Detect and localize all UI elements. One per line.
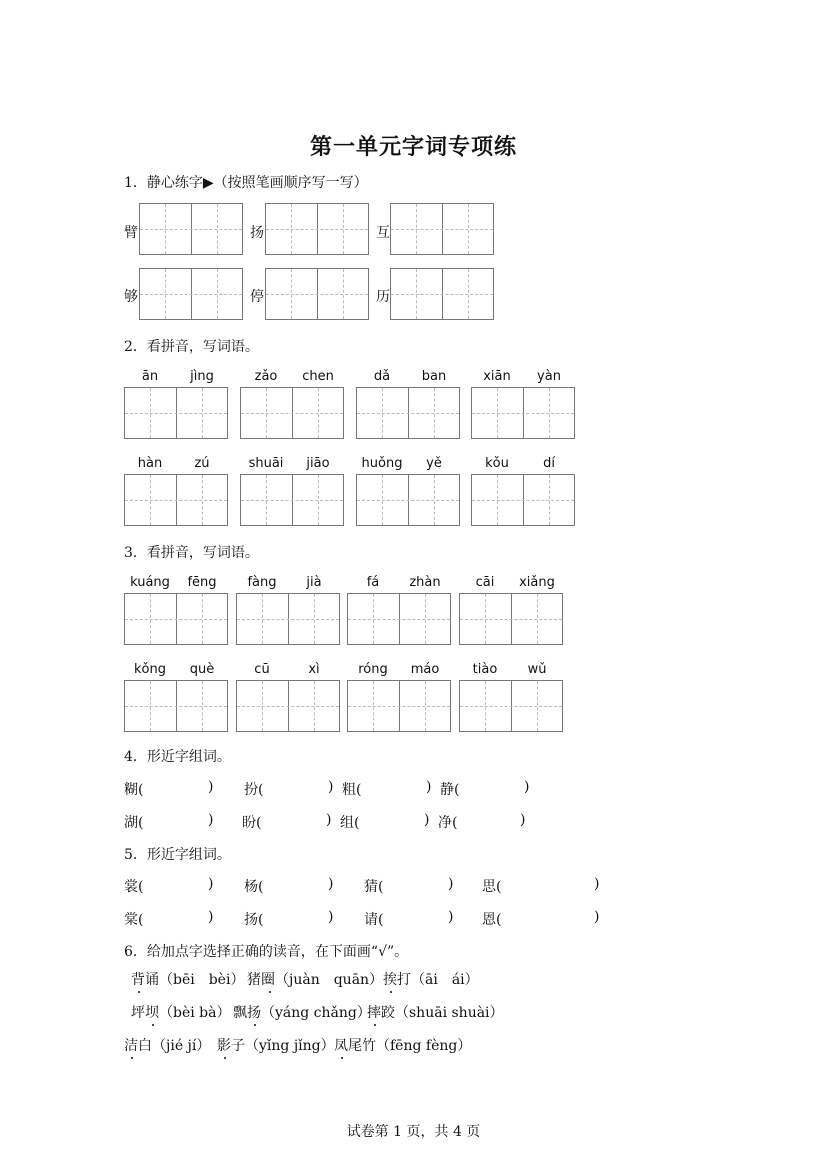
word-prompt: 粗( [342, 782, 362, 798]
writing-grid[interactable] [240, 387, 344, 439]
writing-grid[interactable] [390, 203, 494, 255]
word-prompt: 湖( [124, 815, 144, 831]
writing-grid[interactable] [240, 474, 344, 526]
pronunciation-choice[interactable]: 挨打（āi ái） [383, 972, 479, 988]
paren-close: ) [208, 909, 214, 925]
word-prompt: 思( [482, 879, 502, 895]
pinyin: jià [306, 575, 322, 590]
paren-close: ) [208, 779, 214, 795]
writing-grid[interactable] [471, 474, 575, 526]
pinyin: jìng [190, 369, 214, 384]
pinyin: kǒu [485, 456, 509, 471]
practice-char: 停 [250, 289, 264, 305]
paren-close: ) [208, 812, 214, 828]
pinyin: cū [254, 662, 270, 677]
pinyin: hàn [137, 456, 163, 471]
word-prompt: 糊( [124, 782, 144, 798]
pronunciation-choice[interactable]: 飘扬（yáng chǎng） [233, 1005, 371, 1021]
pinyin: dí [543, 456, 555, 471]
emphasis-dot [131, 1057, 133, 1059]
page-footer: 试卷第 1 页，共 4 页 [346, 1124, 481, 1140]
paren-close: ) [520, 812, 526, 828]
pinyin: shuāi [248, 456, 284, 471]
writing-grid[interactable] [265, 268, 369, 320]
question-5-label: 5．形近字组词。 [124, 847, 231, 863]
pinyin: xiǎng [519, 575, 555, 590]
paren-close: ) [208, 876, 214, 892]
practice-char: 扬 [250, 225, 264, 241]
pinyin: kuáng [130, 575, 170, 590]
question-4-label: 4．形近字组词。 [124, 749, 231, 765]
writing-grid[interactable] [124, 387, 228, 439]
paren-close: ) [524, 779, 530, 795]
word-prompt: 猜( [364, 879, 384, 895]
pinyin: yàn [537, 369, 561, 384]
practice-char: 历 [376, 289, 390, 305]
writing-grid[interactable] [471, 387, 575, 439]
writing-grid[interactable] [390, 268, 494, 320]
question-1-label: 1．静心练字▶（按照笔画顺序写一写） [124, 175, 368, 191]
pinyin: ān [141, 369, 159, 384]
pronunciation-choice[interactable]: 影子（yǐng jǐng） [217, 1038, 335, 1054]
pronunciation-choice[interactable]: 洁白（jié jí） [124, 1038, 211, 1054]
pinyin: xì [308, 662, 320, 677]
paren-close: ) [594, 909, 600, 925]
question-2-label: 2．看拼音，写词语。 [124, 339, 259, 355]
word-prompt: 杨( [244, 879, 264, 895]
pinyin: fēng [187, 575, 217, 590]
pronunciation-choice[interactable]: 凤尾竹（fēng fèng） [334, 1038, 472, 1054]
paren-close: ) [326, 812, 332, 828]
writing-grid[interactable] [124, 593, 228, 645]
writing-grid[interactable] [124, 474, 228, 526]
pinyin: máo [410, 662, 440, 677]
pinyin: kǒng [134, 662, 166, 677]
word-prompt: 净( [438, 815, 458, 831]
pinyin: fàng [247, 575, 277, 590]
pinyin: xiān [483, 369, 511, 384]
pinyin: róng [358, 662, 388, 677]
word-prompt: 恩( [482, 912, 502, 928]
pronunciation-choice[interactable]: 背诵（bēi bèi） [131, 972, 245, 988]
pinyin: huǒng [361, 456, 403, 471]
pinyin: fá [366, 575, 380, 590]
pinyin: jiāo [306, 456, 330, 471]
word-prompt: 请( [364, 912, 384, 928]
writing-grid[interactable] [459, 593, 563, 645]
question-6-label: 6．给加点字选择正确的读音，在下面画“√”。 [124, 944, 409, 960]
paren-close: ) [424, 812, 430, 828]
writing-grid[interactable] [236, 680, 340, 732]
writing-grid[interactable] [356, 387, 460, 439]
question-3-label: 3．看拼音，写词语。 [124, 545, 259, 561]
pronunciation-choice[interactable]: 坪坝（bèi bà） [131, 1005, 231, 1021]
writing-grid[interactable] [356, 474, 460, 526]
pinyin: zhàn [409, 575, 441, 590]
word-prompt: 棠( [124, 912, 144, 928]
pinyin: tiào [472, 662, 498, 677]
pinyin: yě [426, 456, 442, 471]
practice-char: 够 [124, 289, 138, 305]
pinyin: wǔ [527, 662, 547, 677]
emphasis-dot [138, 991, 140, 993]
pinyin: zǎo [254, 369, 278, 384]
paren-close: ) [328, 779, 334, 795]
paren-close: ) [328, 876, 334, 892]
emphasis-dot [390, 991, 392, 993]
word-prompt: 扬( [244, 912, 264, 928]
paren-close: ) [594, 876, 600, 892]
pinyin: dǎ [373, 369, 391, 384]
paren-close: ) [448, 876, 454, 892]
word-prompt: 静( [440, 782, 460, 798]
word-prompt: 盼( [242, 815, 262, 831]
pinyin: què [189, 662, 215, 677]
writing-grid[interactable] [347, 680, 451, 732]
emphasis-dot [254, 1024, 256, 1026]
pinyin: cāi [475, 575, 495, 590]
writing-grid[interactable] [139, 268, 243, 320]
emphasis-dot [152, 1024, 154, 1026]
pinyin: zú [194, 456, 210, 471]
writing-grid[interactable] [265, 203, 369, 255]
pinyin: chen [302, 369, 334, 384]
paren-close: ) [328, 909, 334, 925]
emphasis-dot [341, 1057, 343, 1059]
paren-close: ) [426, 779, 432, 795]
emphasis-dot [224, 1057, 226, 1059]
word-prompt: 扮( [244, 782, 264, 798]
emphasis-dot [374, 1024, 376, 1026]
writing-grid[interactable] [236, 593, 340, 645]
pinyin: ban [421, 369, 447, 384]
page-title: 第一单元字词专项练 [309, 135, 517, 160]
practice-char: 互 [376, 225, 390, 241]
word-prompt: 组( [340, 815, 360, 831]
writing-grid[interactable] [139, 203, 243, 255]
word-prompt: 裳( [124, 879, 144, 895]
pronunciation-choice[interactable]: 摔跤（shuāi shuài） [367, 1005, 504, 1021]
practice-char: 臂 [124, 225, 138, 241]
writing-grid[interactable] [459, 680, 563, 732]
writing-grid[interactable] [124, 680, 228, 732]
writing-grid[interactable] [347, 593, 451, 645]
emphasis-dot [269, 991, 271, 993]
pronunciation-choice[interactable]: 猪圈（juàn quān） [247, 972, 384, 988]
paren-close: ) [448, 909, 454, 925]
